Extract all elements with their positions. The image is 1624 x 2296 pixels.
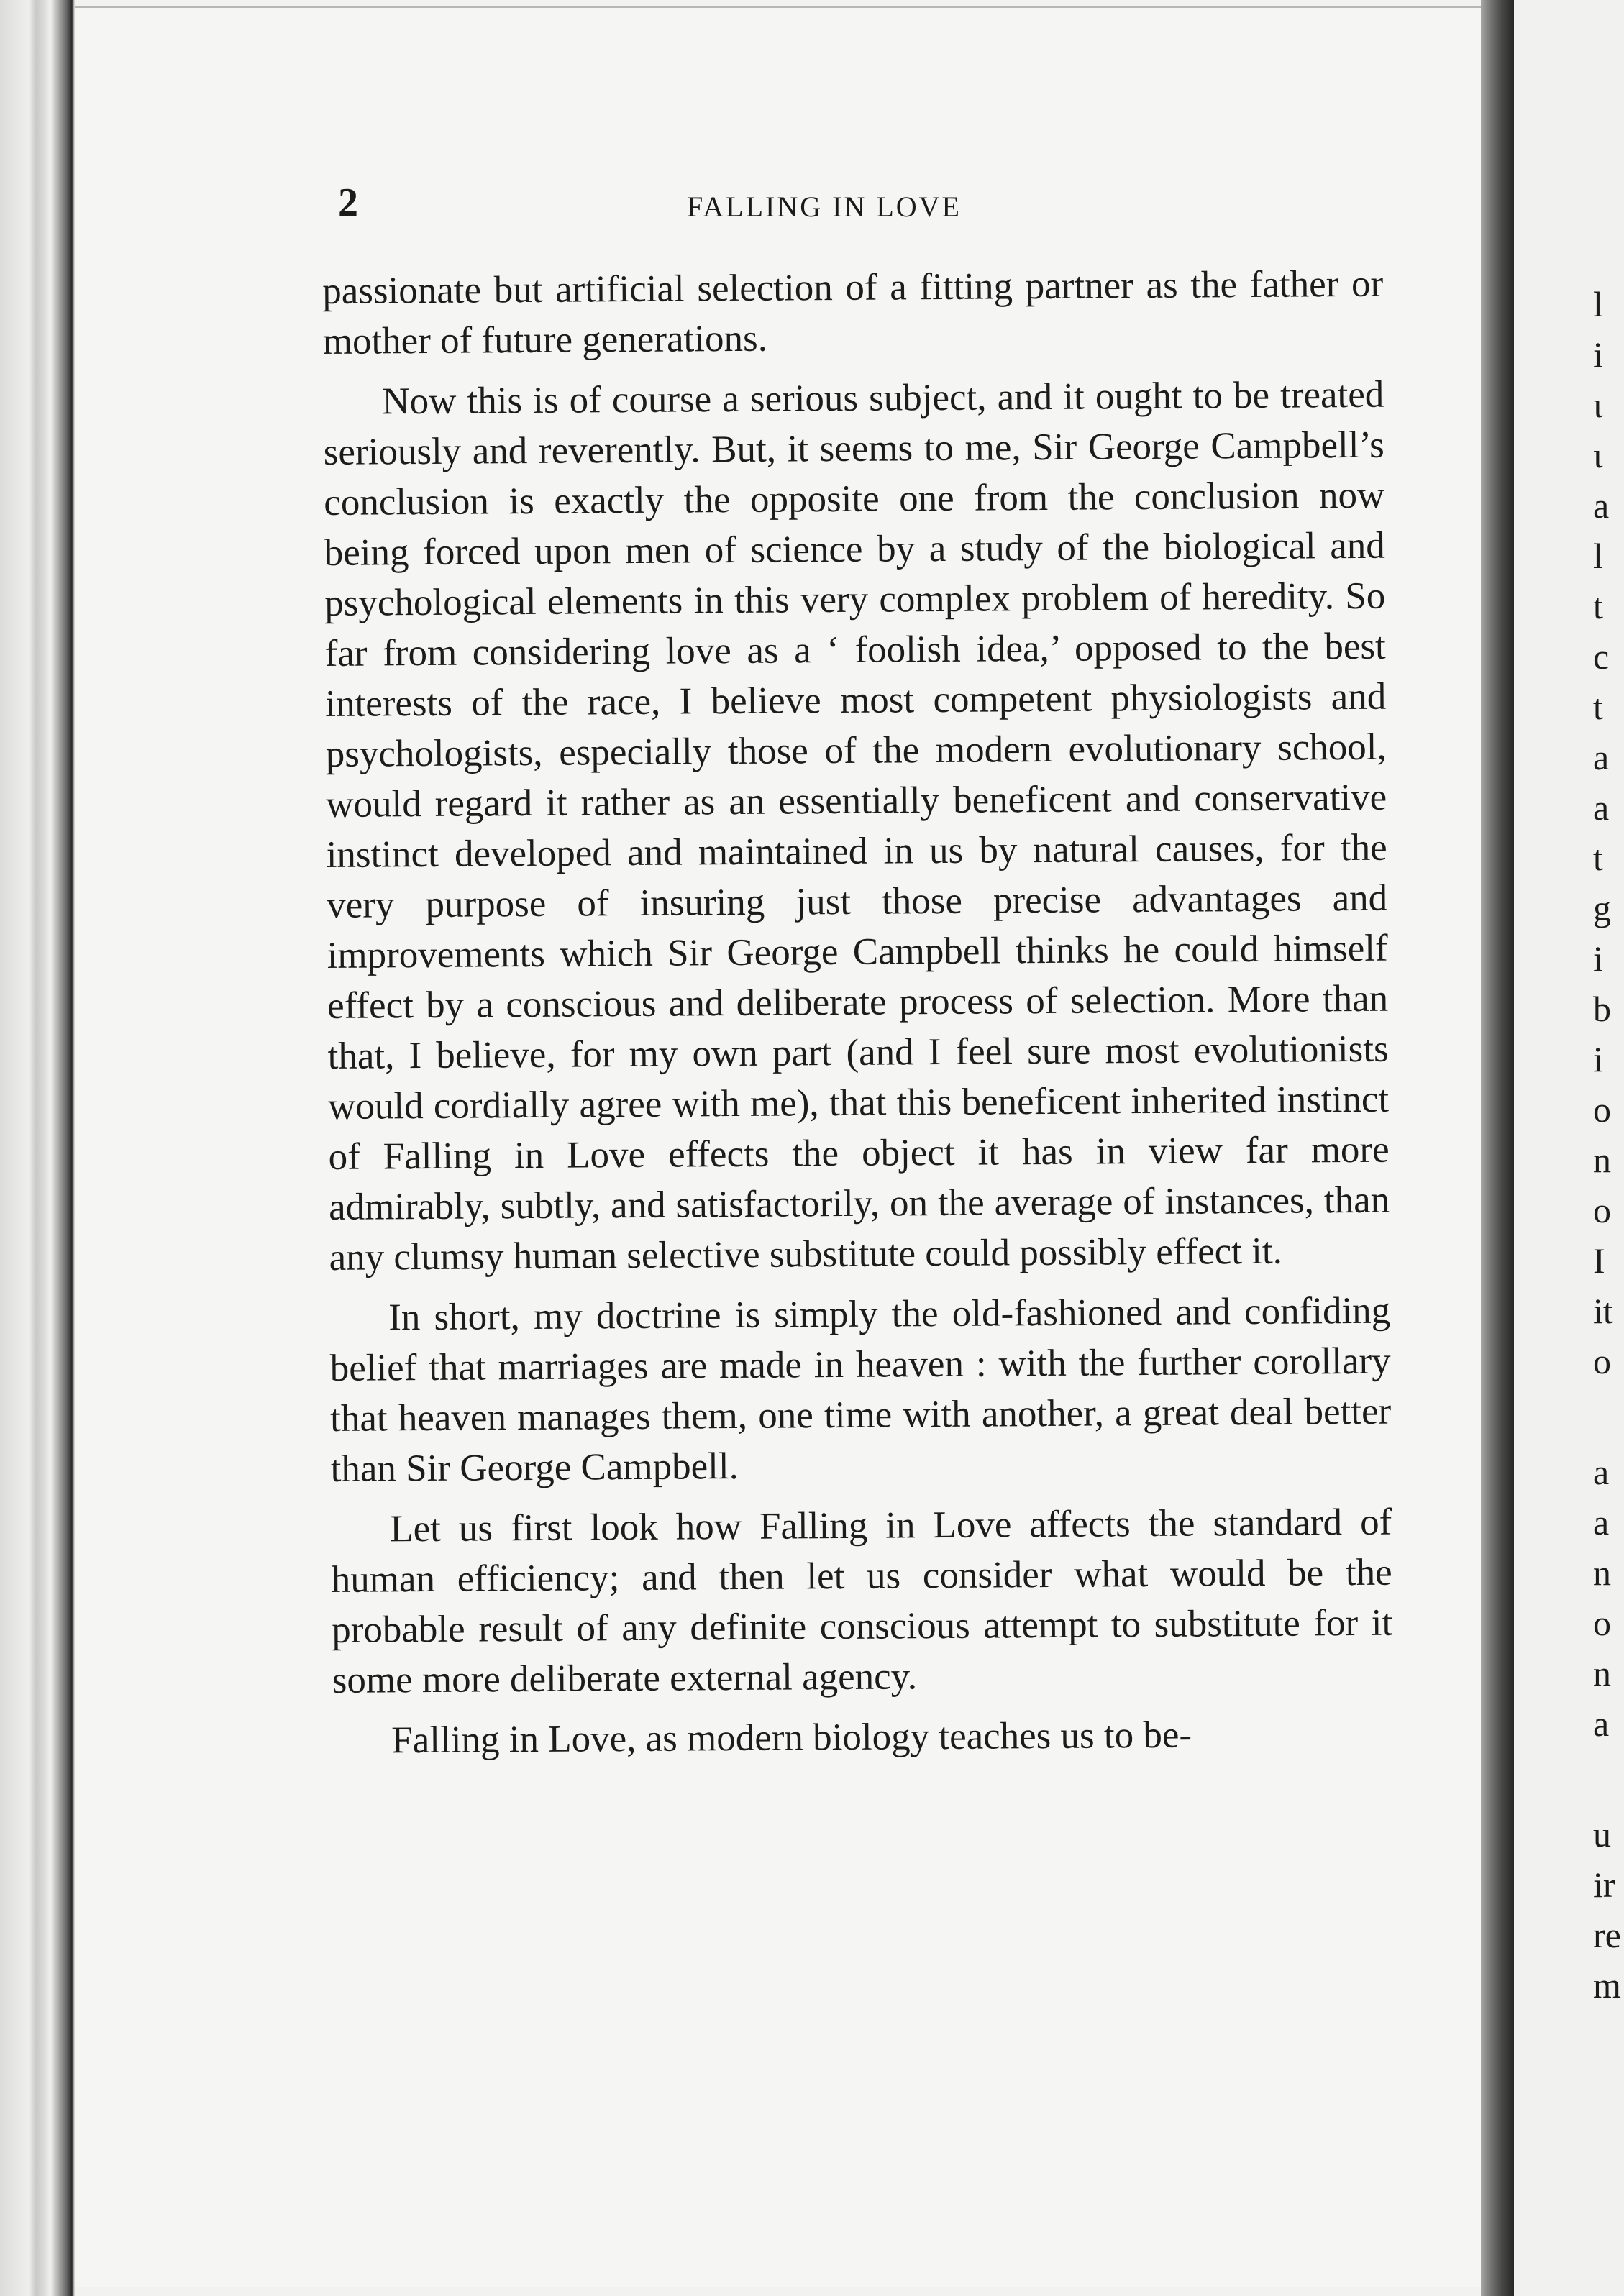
facing-page-fragment: g bbox=[1593, 888, 1611, 928]
facing-page-fragment: m bbox=[1593, 1965, 1621, 2005]
facing-page-fragment bbox=[1593, 1386, 1624, 1447]
running-head: FALLING IN LOVE bbox=[687, 191, 962, 223]
facing-page-fragment: ir bbox=[1593, 1865, 1615, 1905]
facing-page-fragment: a bbox=[1593, 485, 1610, 526]
body-text bbox=[322, 259, 1394, 1776]
paragraph: Let us first look how Falling in Love affects the standard of human efficiency; and then let us consider what would be the probable result of any definite conscious attempt to substitute for it some more deliberate external agency. bbox=[331, 1501, 1393, 1701]
facing-page-fragment: o bbox=[1593, 1603, 1611, 1643]
paragraph-continuation: passionate but artificial selection of a fitting partner as the father or mother of future generations. bbox=[322, 262, 1384, 362]
facing-page-fragment: a bbox=[1593, 737, 1610, 777]
facing-page-fragment: o bbox=[1593, 1190, 1611, 1230]
facing-page-fragment: a bbox=[1593, 1502, 1610, 1542]
facing-page-fragment: o bbox=[1593, 1089, 1611, 1130]
facing-page-fragment: i bbox=[1593, 1039, 1603, 1079]
facing-page-text-fragments bbox=[1593, 279, 1624, 2011]
facing-page-fragment: re bbox=[1593, 1915, 1621, 1955]
page-header bbox=[338, 180, 1402, 237]
paragraph: Falling in Love, as modern biology teaches us to be- bbox=[391, 1714, 1192, 1762]
facing-page-fragment: n bbox=[1593, 1552, 1611, 1593]
facing-page-fragment: it bbox=[1593, 1291, 1613, 1331]
page-number: 2 bbox=[338, 180, 358, 225]
facing-page-fragment bbox=[1593, 1749, 1624, 1809]
facing-page-fragment: i bbox=[1593, 334, 1603, 375]
facing-page-fragment: a bbox=[1593, 1452, 1610, 1492]
facing-page-fragment: u bbox=[1593, 1814, 1611, 1854]
facing-page-fragment: t bbox=[1593, 687, 1603, 727]
facing-page-fragment: t bbox=[1593, 838, 1603, 878]
paragraph: Now this is of course a serious subject, and it ought to be treated seriously and reverently. But, it seems to me, Sir George Campbell’s conclusion is exactly the opposite one from the conclusion now being forced upon men of science by a study of the biological and psychological elements in this very complex problem of heredity. So far from considering love as a ‘ foolish idea,’ opposed to the best interests of the race, I believe most competent physiologists and psychologists, especially those of the modern evolutionary school, would regard it rather as an essentially beneficent and conservative instinct developed and maintained in us by natural causes, for the very purpose of insuring just those precise advantages and improvements which Sir George Campbell thinks he could himself effect by a conscious and deliberate process of selection. More than that, I believe, for my own part (and I feel sure most evolutionists would cordially agree with me), that this beneficent inherited instinct of Falling in Love effects the object it has in view far more admirably, subtly, and satisfactorily, on the average of instances, than any clumsy human selective substitute could possibly effect it. bbox=[323, 373, 1390, 1279]
facing-page-fragment: n bbox=[1593, 1653, 1611, 1693]
facing-page-fragment: l bbox=[1593, 536, 1603, 576]
facing-page-fragment: ι bbox=[1593, 385, 1603, 425]
facing-page-fragment: l bbox=[1593, 284, 1603, 324]
paragraph: In short, my doctrine is simply the old-fashioned and confiding belief that marriages are made in heaven : with the further corollary that heaven manages them, one time with another, a great deal better than Sir George Campbell. bbox=[329, 1289, 1392, 1490]
left-page-edge bbox=[0, 0, 75, 2296]
facing-page-fragment: c bbox=[1593, 636, 1610, 677]
facing-page-fragment: ι bbox=[1593, 435, 1603, 475]
facing-page-fragment: t bbox=[1593, 586, 1603, 626]
facing-page-fragment: o bbox=[1593, 1341, 1611, 1381]
facing-page-fragment: a bbox=[1593, 1703, 1610, 1744]
facing-page-fragment: n bbox=[1593, 1140, 1611, 1180]
facing-page-fragment: i bbox=[1593, 938, 1603, 979]
facing-page-fragment: a bbox=[1593, 787, 1610, 828]
book-binding-shadow bbox=[1481, 0, 1514, 2296]
facing-page-fragment: b bbox=[1593, 989, 1611, 1029]
facing-page-fragment: I bbox=[1593, 1240, 1605, 1281]
